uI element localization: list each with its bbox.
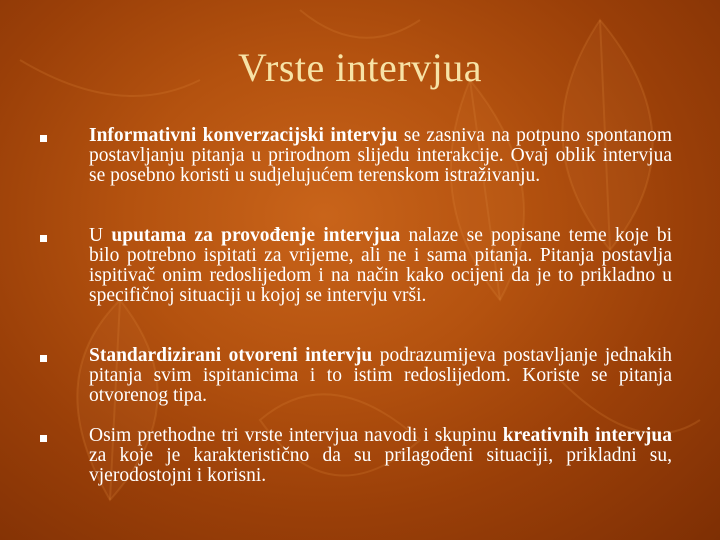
text-run: se zasniva na potpuno spontanom postavljanju pitanja u prirodnom slijedu interakcije. Ovaj oblik intervjua se posebno koristi u sudjelujućem terenskom istraživanju.	[89, 125, 672, 186]
bullet-text	[89, 346, 672, 406]
square-bullet-icon	[40, 435, 50, 442]
bold-text-run: kreativnih intervjua	[502, 425, 672, 446]
bold-text-run: Informativni konverzacijski intervju	[89, 125, 398, 146]
bullet-text	[89, 126, 672, 186]
text-run: nalaze se popisane teme koje bi bilo potrebno ispitati za vrijeme, ali ne i sama pitanja. Pitanja postavlja ispitivač onim redoslijedom i na način kako ocijeni da je to prikladno u specifičnoj situaciji u kojoj se intervju vrši.	[89, 225, 672, 306]
square-bullet-icon	[40, 355, 50, 362]
bullet-item	[40, 126, 672, 186]
bullet-item	[40, 226, 672, 306]
bullet-text	[89, 426, 672, 486]
bullet-item	[40, 426, 672, 486]
text-run: Osim prethodne tri vrste intervjua navodi i skupinu	[89, 425, 503, 446]
square-bullet-icon	[40, 135, 50, 142]
bullet-item	[40, 346, 672, 406]
text-run: podrazumijeva postavljanje jednakih pitanja svim ispitanicima i to istim redoslijedom. Koriste se pitanja otvorenog tipa.	[89, 345, 672, 406]
text-run: za koje je karakteristično da su prilagođeni situaciji, prikladni su, vjerodostojni i korisni.	[89, 445, 672, 486]
bold-text-run: Standardizirani otvoreni intervju	[89, 345, 373, 366]
bold-text-run: uputama za provođenje intervjua	[111, 225, 401, 246]
slide-title: Vrste intervjua	[238, 45, 482, 90]
text-run: U	[89, 225, 112, 246]
square-bullet-icon	[40, 235, 50, 242]
bullet-text	[89, 226, 672, 306]
